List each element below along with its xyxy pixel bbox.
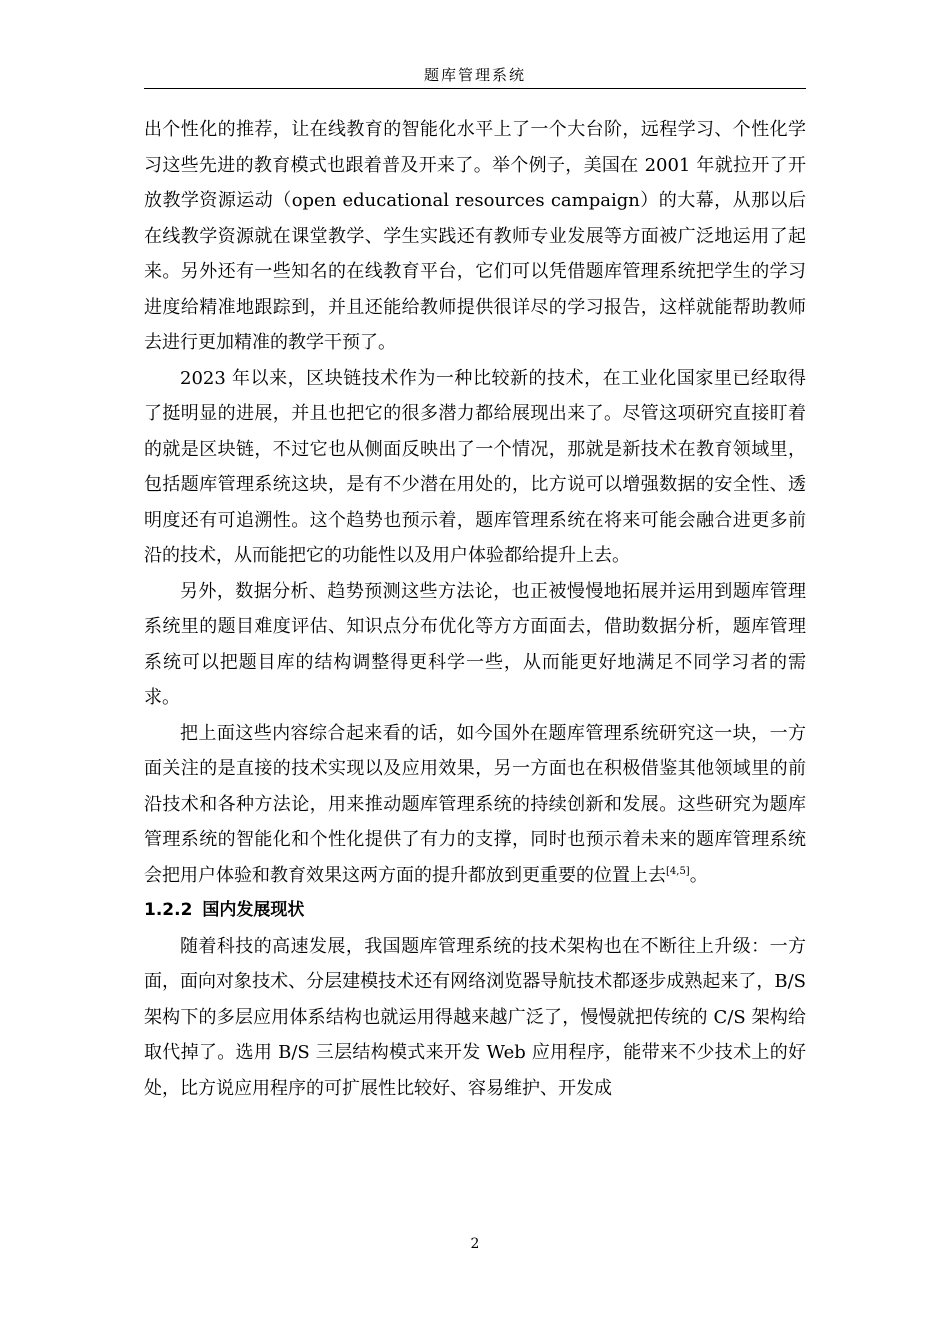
summary-text: 把上面这些内容综合起来看的话，如今国外在题库管理系统研究这一块，一方面关注的是直接的技术实现以及应用效果，另一方面也在积极借鉴其他领域里的前沿技术和各种方法论，用来推动题库管理系统的持续创新和发展。这些研究为题库管理系统的智能化和个性化提供了有力的支撑，同时也预示着未来的题库管理系统会把用户体验和教育效果这两方面的提升都放到更重要的位置上去	[144, 722, 806, 886]
body-text	[144, 112, 806, 1106]
section-number: 1.2.2	[144, 900, 193, 920]
paragraph-blockchain: 2023 年以来，区块链技术作为一种比较新的技术，在工业化国家里已经取得了挺明显的进展，并且也把它的很多潜力都给展现出来了。尽管这项研究直接盯着的就是区块链，不过它也从侧面反映出了一个情况，那就是新技术在教育领域里，包括题库管理系统这块，是有不少潜在用处的，比方说可以增强数据的安全性、透明度还有可追溯性。这个趋势也预示着，题库管理系统在将来可能会融合进更多前沿的技术，从而能把它的功能性以及用户体验都给提升上去。	[144, 367, 806, 566]
paragraph-domestic: 随着科技的高速发展，我国题库管理系统的技术架构也在不断往上升级：一方面，面向对象技术、分层建模技术还有网络浏览器导航技术都逐步成熟起来了，B/S 架构下的多层应用体系结构也就运用得越来越广泛了，慢慢就把传统的 C/S 架构给取代掉了。选用 B/S 三层结构模式来开发 Web 应用程序，能带来不少技术上的好处，比方说应用程序的可扩展性比较好、容易维护、开发成	[144, 935, 806, 1099]
section-heading	[144, 893, 806, 929]
running-header: 题库管理系统	[423, 66, 526, 84]
summary-end: 。	[689, 864, 708, 886]
paragraph-data-analysis: 另外，数据分析、趋势预测这些方法论，也正被慢慢地拓展并运用到题库管理系统里的题目难度评估、知识点分布优化等方方面面去，借助数据分析，题库管理系统可以把题目库的结构调整得更科学一些，从而能更好地满足不同学习者的需求。	[144, 580, 806, 708]
paragraph-continued: 出个性化的推荐，让在线教育的智能化水平上了一个大台阶，远程学习、个性化学习这些先进的教育模式也跟着普及开来了。举个例子，美国在 2001 年就拉开了开放教学资源运动（open educational resources campaign）的大幕，从那以后在线教学资源就在课堂教学、学生实践还有教师专业发展等方面被广泛地运用了起来。另外还有一些知名的在线教育平台，它们可以凭借题库管理系统把学生的学习进度给精准地跟踪到，并且还能给教师提供很详尽的学习报告，这样就能帮助教师去进行更加精准的教学干预了。	[144, 119, 806, 353]
citation: [4,5]	[666, 865, 690, 877]
paragraph-summary	[144, 716, 806, 894]
header-rule	[144, 88, 806, 89]
section-title: 国内发展现状	[202, 900, 305, 920]
page-number: 2	[470, 1236, 480, 1252]
